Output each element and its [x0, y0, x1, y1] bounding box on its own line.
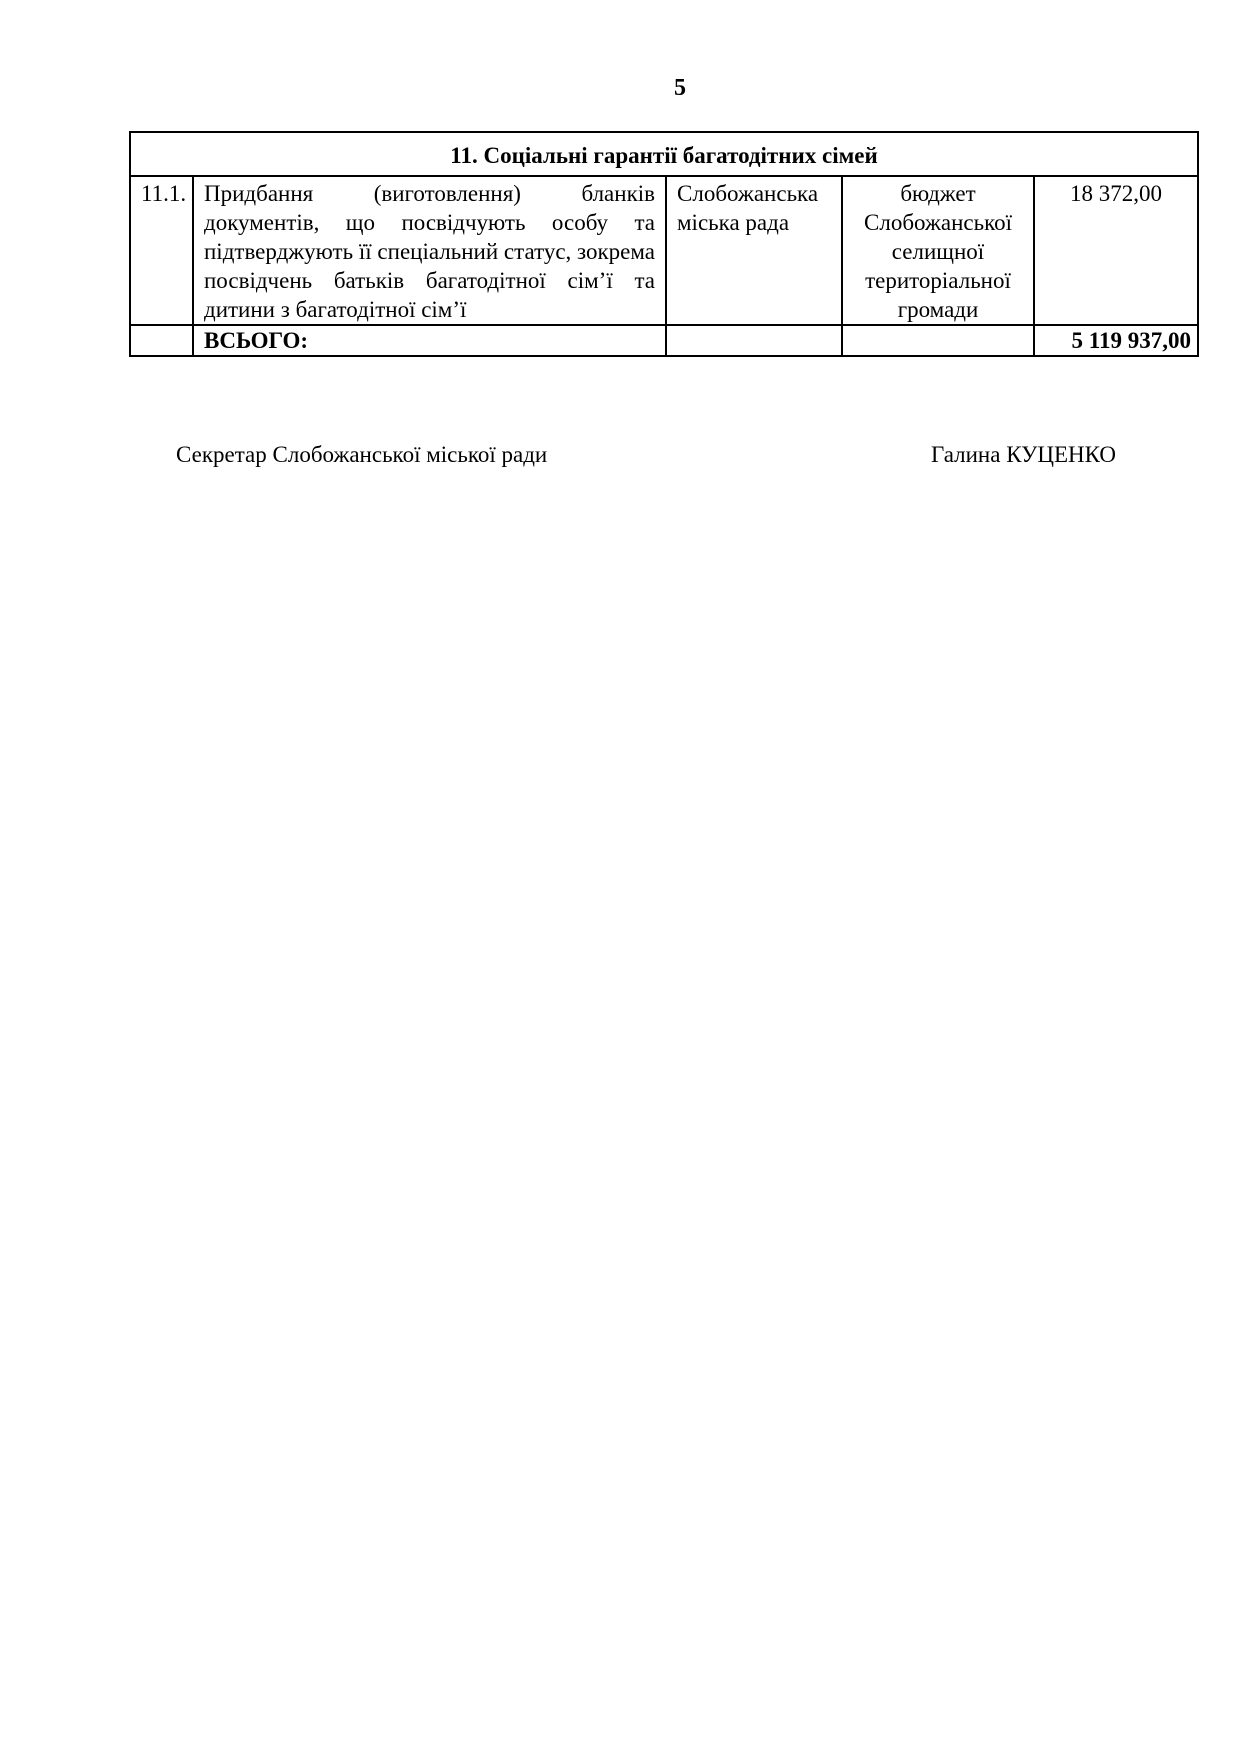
page-number: 5	[674, 75, 686, 101]
total-label: ВСЬОГО:	[193, 325, 666, 356]
total-empty-cell	[666, 325, 842, 356]
signatory-position: Секретар Слобожанської міської ради	[176, 442, 548, 467]
signatory-name: Галина КУЦЕНКО	[931, 442, 1116, 467]
row-description: Придбання (виготовлення) бланків документів, що посвідчують особу та підтверджують її спеціальний статус, зокрема посвідчень батьків багатодітної сім’ї та дитини з багатодітної сім’ї	[193, 176, 666, 325]
total-empty-cell	[130, 325, 193, 356]
row-number: 11.1.	[130, 176, 193, 325]
row-executor: Слобожанська міська рада	[666, 176, 842, 325]
table-row	[130, 176, 1198, 325]
row-funding-source: бюджет Слобожанської селищної територіальної громади	[842, 176, 1034, 325]
section-title: 11. Соціальні гарантії багатодітних сімей	[130, 132, 1198, 176]
total-empty-cell	[842, 325, 1034, 356]
total-amount: 5 119 937,00	[1034, 325, 1198, 356]
row-amount: 18 372,00	[1034, 176, 1198, 325]
section-header-row	[130, 132, 1198, 176]
total-row	[130, 325, 1198, 356]
program-table	[129, 131, 1199, 357]
